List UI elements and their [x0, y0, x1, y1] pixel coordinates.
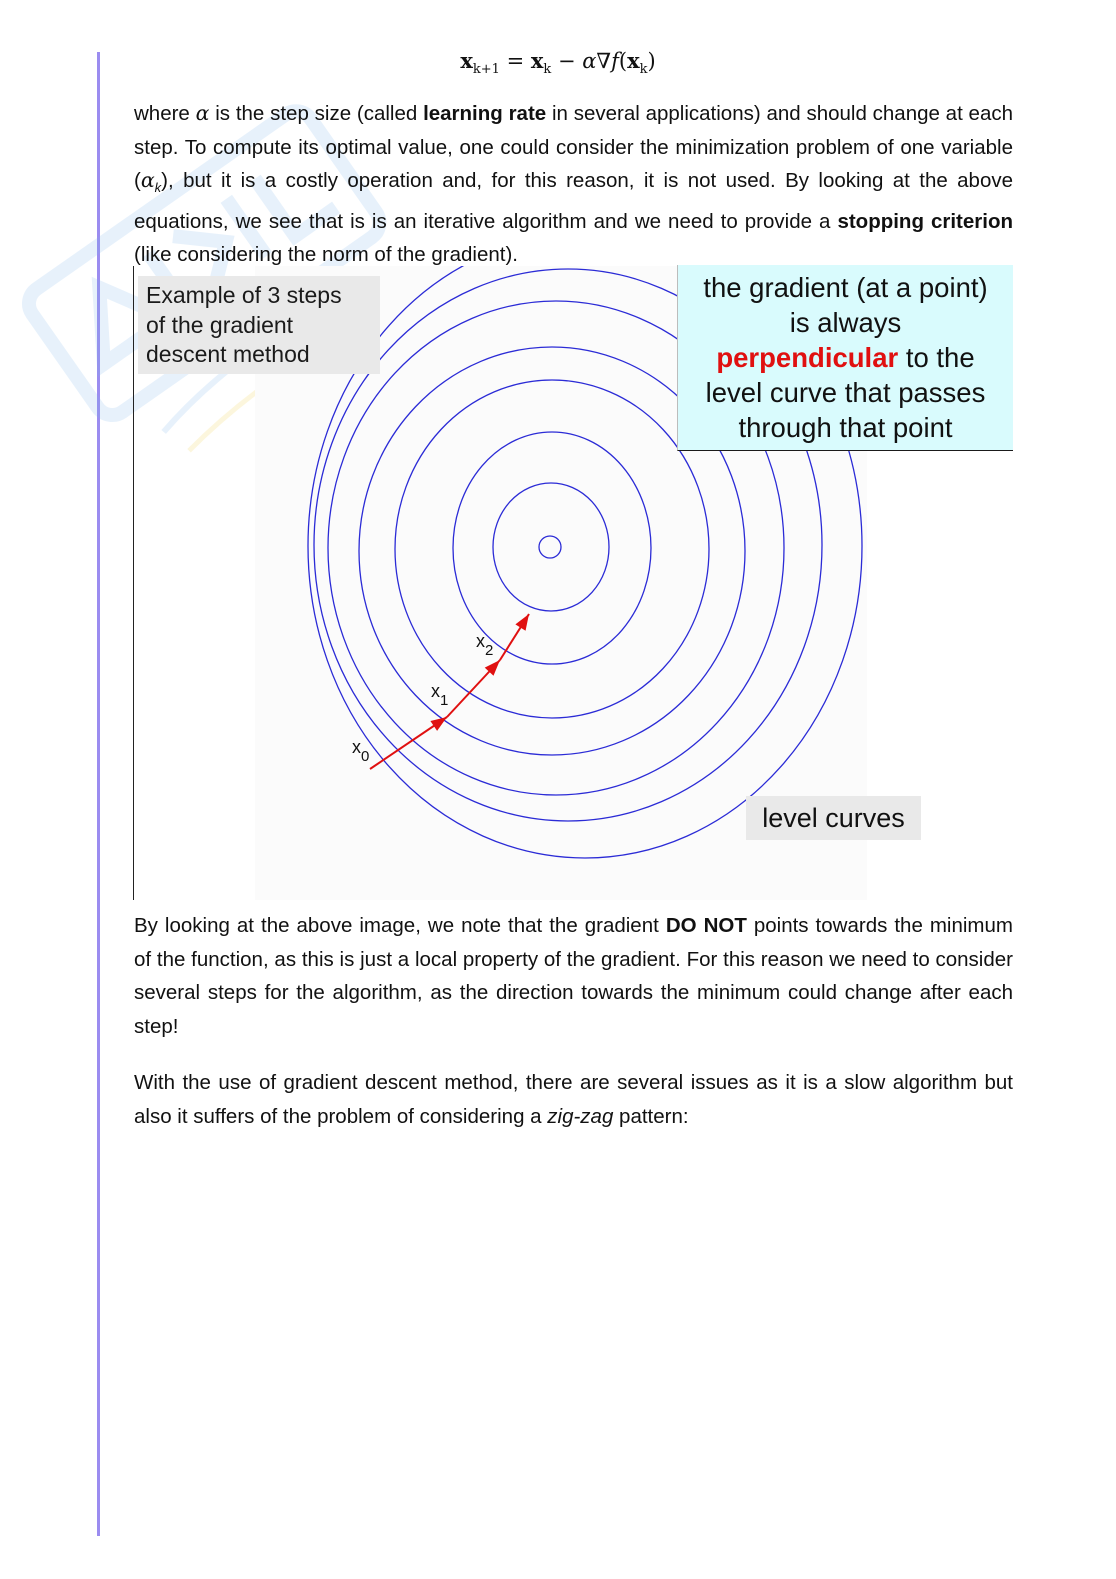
gradient-note	[677, 265, 1013, 451]
level-curves-label: level curves	[746, 796, 921, 840]
update-formula: $x_{k+1} = x_k - \alpha\nabla f(x_k)$	[460, 48, 656, 78]
level-curve-1	[539, 536, 561, 558]
paragraph-gradient-note: By looking at the above image, we note that the gradient DO NOT points towards the minimum of the function, as this is just a local property of the gradient. For this reason we need to consider several steps for the algorithm, as the direction towards the minimum could change after each step!	[134, 914, 1013, 1038]
point-label-x1: $x_1$	[431, 681, 449, 709]
gradient-note-line-2: is always	[789, 307, 902, 338]
gradient-step-arrow-3	[500, 614, 529, 660]
paragraph-zigzag: With the use of gradient descent method, there are several issues as it is a slow algorithm but also it suffers of the problem of considering a zig-zag pattern:	[134, 1071, 1013, 1128]
gradient-note-line-5: through that point	[738, 412, 953, 443]
gradient-step-arrow-1	[370, 717, 447, 769]
example-note-line-2: of the gradient	[146, 311, 294, 338]
gradient-step-arrow-2	[447, 660, 500, 717]
paragraph-step-size: where α is the step size (called learning rate in several applications) and should change at each step. To compute its optimal value, one could consider the minimization problem of one variable $(\alpha_k)$, but it is a costly operation and, for this reason, it is not used. By looking at the above equations, we see that is is an iterative algorithm and we need to provide a stopping criterion (like considering the norm of the gradient).	[134, 101, 1014, 267]
gradient-note-line-4: level curve that passes	[705, 377, 986, 408]
point-label-x0: $x_0$	[352, 737, 370, 765]
level-curve-2	[493, 483, 609, 611]
example-note	[138, 276, 380, 374]
example-note-line-1: Example of 3 steps	[146, 282, 342, 308]
perpendicular-word: perpendicular	[716, 342, 899, 373]
point-label-x2: $x_2$	[476, 631, 494, 659]
gradient-note-line-1: the gradient (at a point)	[703, 272, 988, 303]
example-note-line-3: descent method	[146, 341, 310, 367]
level-curve-3	[453, 432, 651, 664]
level-curve-4	[395, 380, 709, 718]
gradient-note-line-3: perpendicular to the	[716, 342, 975, 373]
margin-line	[97, 52, 100, 1536]
